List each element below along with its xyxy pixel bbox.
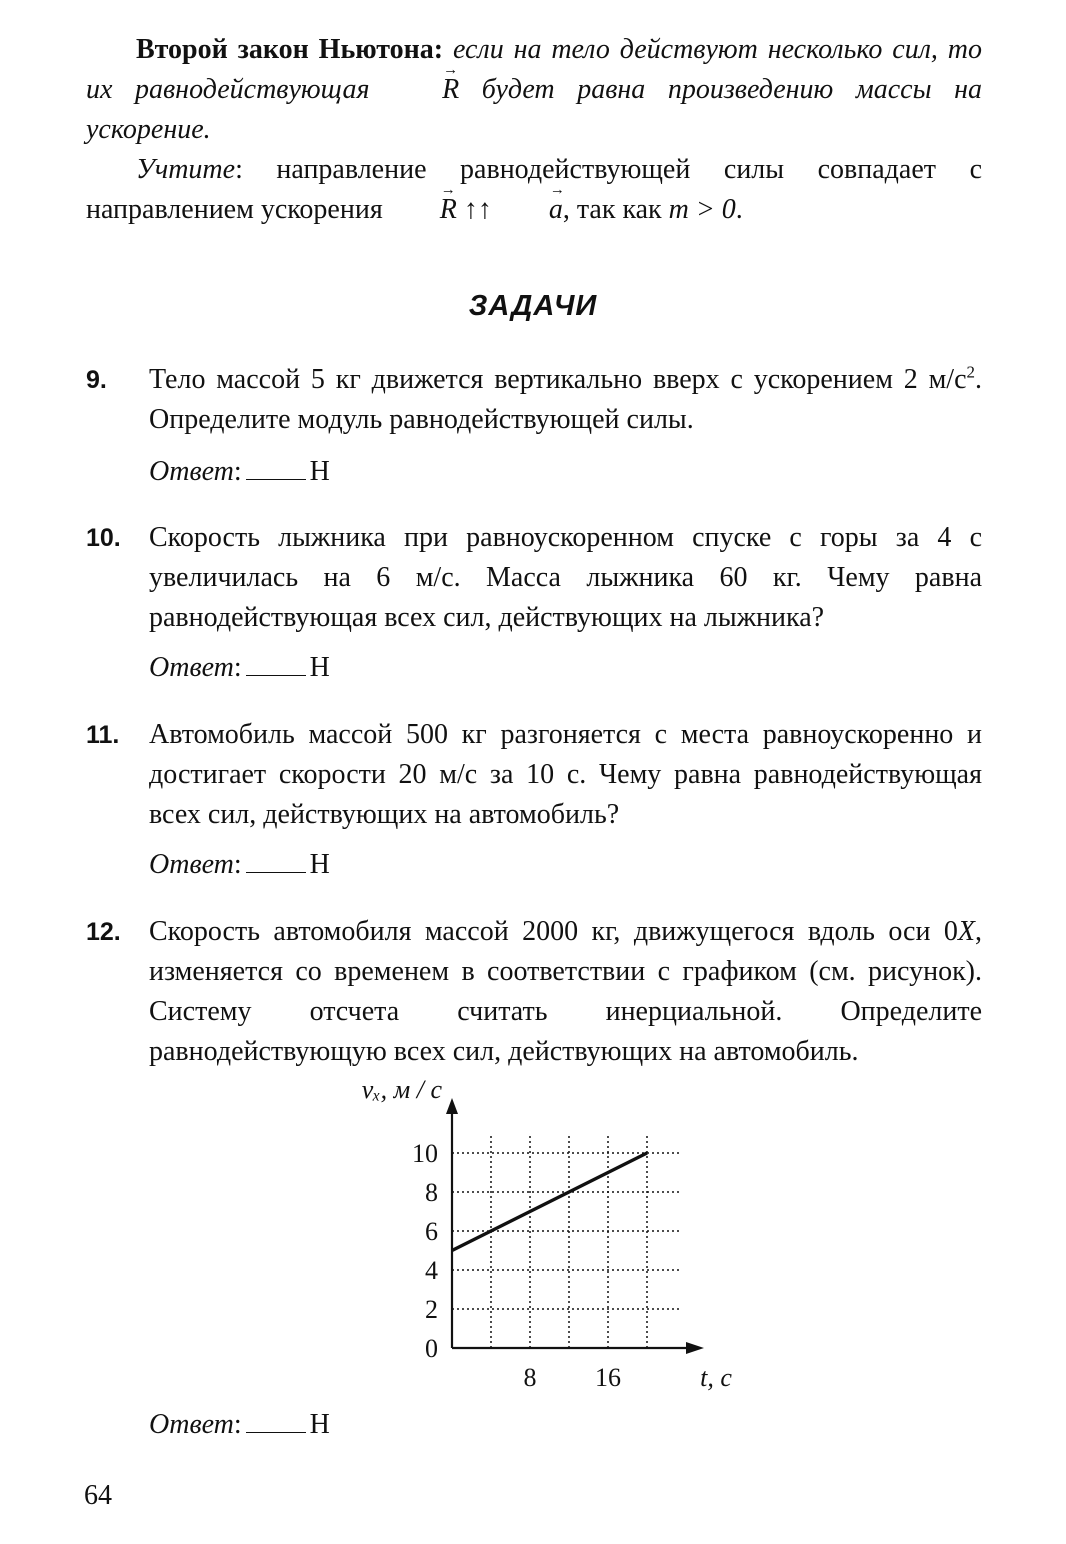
law-title: Второй закон Ньютона:	[136, 34, 444, 65]
note-label: Учтите	[136, 154, 236, 185]
task-text-b: . Определите модуль равнодействующей силы.	[149, 364, 982, 435]
x-tick-label: 8	[523, 1363, 537, 1392]
task-text	[149, 360, 982, 440]
y-tick-label: 4	[425, 1256, 438, 1285]
note-condition: m > 0	[668, 194, 736, 225]
task-number: 11.	[86, 721, 120, 749]
note-vector-a: → a	[499, 190, 563, 230]
x-tick-label: 16	[595, 1363, 621, 1392]
y-tick-label: 10	[412, 1139, 438, 1168]
task-text	[149, 912, 982, 1072]
task-number: 9.	[86, 366, 107, 394]
section-heading: ЗАДАЧИ	[468, 290, 598, 322]
law-text-a: если на тело действуют несколько сил, то их равнодействующая	[86, 34, 983, 105]
task-number: 12.	[86, 918, 121, 946]
task-text-a: Скорость автомобиля массой 2000 кг, движущегося вдоль оси 0	[149, 916, 958, 947]
answer-blank[interactable]	[246, 649, 306, 676]
answer-line-12: Ответ: Н	[149, 1405, 330, 1445]
x-axis-arrow	[686, 1342, 704, 1354]
task-text: Скорость лыжника при равноускоренном спуске с горы за 4 с увеличилась на 6 м/с. Масса лыжника 60 кг. Чему равна равнодействующая всех сил, действующих на лыжника?	[149, 522, 982, 633]
task-text-a: Тело массой 5 кг движется вертикально вверх с ускорением 2 м/с	[149, 364, 967, 395]
answer-unit: Н	[309, 849, 330, 880]
superscript: 2	[966, 362, 975, 382]
answer-blank[interactable]	[246, 1406, 306, 1433]
velocity-time-chart	[330, 1068, 750, 1398]
law-text-b: будет равна произведению массы на ускорение.	[86, 74, 983, 145]
axis-name: X	[957, 916, 975, 947]
answer-unit: Н	[309, 456, 330, 487]
y-tick-label: 8	[425, 1178, 438, 1207]
note-text-a: : направление равнодействующей силы совпадает с направлением ускорения	[86, 154, 982, 225]
note-vector-r: → R	[390, 190, 457, 230]
vector-r: → R	[392, 70, 459, 110]
answer-line-11: Ответ: Н	[149, 845, 330, 885]
answer-label: Ответ	[149, 652, 234, 683]
note-text-b: , так как	[562, 194, 662, 225]
answer-label: Ответ	[149, 456, 234, 487]
answer-line-10: Ответ: Н	[149, 648, 330, 688]
answer-label: Ответ	[149, 849, 234, 880]
answer-label: Ответ	[149, 1409, 234, 1440]
task-number: 10.	[86, 524, 121, 552]
note-paragraph	[86, 150, 982, 230]
answer-blank[interactable]	[246, 453, 306, 480]
page-number: 64	[84, 1480, 112, 1511]
note-text-c: .	[735, 194, 743, 225]
answer-unit: Н	[309, 652, 330, 683]
y-axis-arrow	[446, 1098, 458, 1114]
y-tick-label: 0	[425, 1334, 438, 1363]
answer-line-9: Ответ: Н	[149, 452, 330, 492]
x-axis-label: t, с	[700, 1363, 732, 1392]
series-line	[452, 1153, 647, 1251]
task-text-b: , изменяется со временем в соответствии с графиком (см. рисунок). Систему отсчета считать инерциальной. Определите равнодействующую всех сил, действующих на автомобиль.	[149, 916, 982, 1067]
task-text: Автомобиль массой 500 кг разгоняется с места равноускоренно и достигает скорости 20 м/с за 10 с. Чему равна равнодействующая всех сил, действующих на автомобиль?	[149, 719, 982, 830]
answer-blank[interactable]	[246, 846, 306, 873]
answer-unit: Н	[309, 1409, 330, 1440]
y-tick-label: 6	[425, 1217, 438, 1246]
note-arrows: ↑↑	[463, 194, 492, 225]
newton-law-paragraph	[86, 30, 982, 150]
y-axis-label: vₓ, м / с	[361, 1075, 442, 1104]
y-tick-label: 2	[425, 1295, 438, 1324]
